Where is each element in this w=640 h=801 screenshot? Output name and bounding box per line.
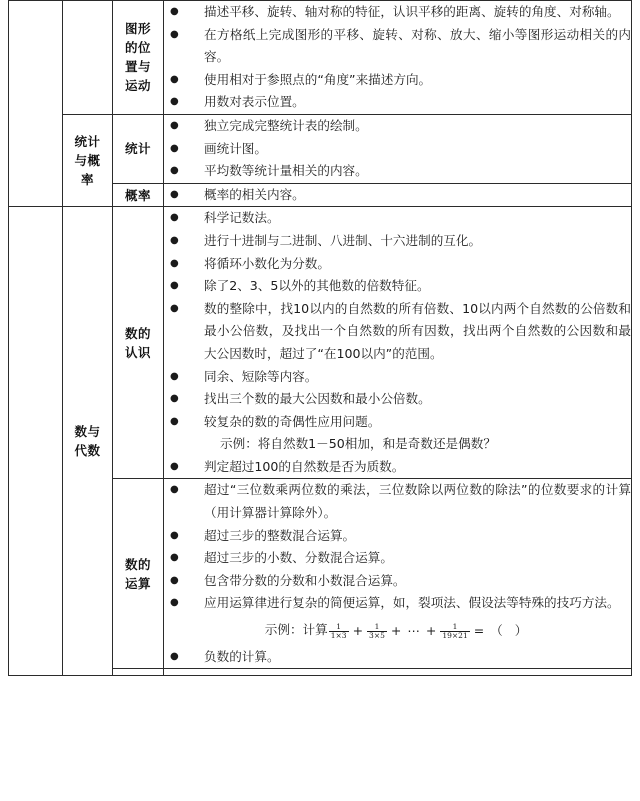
plus-operator: + <box>352 622 364 638</box>
topic-label-line: 置与 <box>124 59 151 75</box>
content-cell-number-operations <box>164 479 632 669</box>
plus-operator: + <box>425 622 437 638</box>
list-item: ● 使用相对于参照点的“角度”来描述方向。 <box>164 69 631 92</box>
list-item: ● 平均数等统计量相关的内容。 <box>164 160 631 183</box>
strand-cell-geometry <box>63 1 113 115</box>
equals-operator: = <box>473 622 485 638</box>
list-item: ● 负数的计算。 <box>164 646 631 669</box>
list-item: ● 较复杂的数的奇偶性应用问题。 <box>164 411 631 434</box>
list-item: ● 超过“三位数乘两位数的乘法，三位数除以两位数的除法”的位数要求的计算（用计算器计算除外）。 <box>164 479 631 524</box>
list-item: ● 应用运算律进行复杂的简便运算，如，裂项法、假设法等特殊的技巧方法。 <box>164 592 631 615</box>
domain-cell-number-algebra <box>9 207 63 676</box>
list-item: ● 超过三步的小数、分数混合运算。 <box>164 547 631 570</box>
topic-cell-continuation <box>113 669 164 676</box>
domain-cell-geometry <box>9 1 63 207</box>
list-item: ● 除了2、3、5以外的其他数的倍数特征。 <box>164 275 631 298</box>
topic-cell-statistics <box>113 114 164 183</box>
strand-cell-number-algebra <box>63 207 113 676</box>
list-item: ● 在方格纸上完成图形的平移、旋转、对称、放大、缩小等图形运动相关的内容。 <box>164 24 631 69</box>
topic-label-line: 概率 <box>124 187 151 203</box>
strand-label-line: 统计 <box>74 134 101 150</box>
table-row <box>9 207 632 479</box>
bullet-list <box>164 1 631 114</box>
list-item: ● 画统计图。 <box>164 138 631 161</box>
list-item: ● 概率的相关内容。 <box>164 184 631 207</box>
ellipsis: ⋯ <box>407 622 420 638</box>
fraction-term-1 <box>329 623 349 640</box>
curriculum-table <box>8 0 632 676</box>
topic-label-line: 统计 <box>124 141 151 157</box>
bullet-list <box>164 184 631 207</box>
answer-open-paren: （ <box>490 622 503 638</box>
table-row <box>9 114 632 183</box>
answer-close-paren: ） <box>514 622 528 638</box>
topic-cell-figure-position-motion <box>113 1 164 115</box>
topic-label-line: 数的 <box>124 325 151 341</box>
bullet-list <box>164 479 631 668</box>
list-item: ● 找出三个数的最大公因数和最小公倍数。 <box>164 388 631 411</box>
content-cell-probability <box>164 183 632 207</box>
fraction-term-3 <box>440 623 469 640</box>
math-expression <box>265 615 530 646</box>
topic-cell-number-operations <box>113 479 164 669</box>
strand-label-line: 率 <box>80 172 94 188</box>
strand-label-line: 与概 <box>74 153 101 169</box>
list-item: ● 判定超过100的自然数是否为质数。 <box>164 456 631 479</box>
strand-cell-statistics-probability <box>63 114 113 206</box>
fraction-term-2 <box>367 623 387 640</box>
formula-prefix: 示例：计算 <box>264 622 328 638</box>
content-cell-continuation <box>164 669 632 676</box>
table-row <box>9 1 632 115</box>
topic-cell-number-recognition <box>113 207 164 479</box>
strand-label-line: 代数 <box>74 443 101 459</box>
bullet-list <box>164 115 631 183</box>
list-item: ● 用数对表示位置。 <box>164 91 631 114</box>
topic-label-line: 图形 <box>124 21 151 37</box>
list-item: ● 进行十进制与二进制、八进制、十六进制的互化。 <box>164 230 631 253</box>
bullet-list <box>164 207 631 478</box>
fraction-numerator: 1 <box>367 623 387 632</box>
list-item: ● 描述平移、旋转、轴对称的特征，认识平移的距离、旋转的角度、对称轴。 <box>164 1 631 24</box>
topic-label-line: 运动 <box>124 78 151 94</box>
topic-label-line: 运算 <box>124 575 151 591</box>
topic-label-line: 的位 <box>124 40 151 56</box>
list-item: ● 超过三步的整数混合运算。 <box>164 525 631 548</box>
fraction-denominator: 1×3 <box>330 631 347 641</box>
content-cell-figure-position-motion <box>164 1 632 115</box>
list-item: ● 将循环小数化为分数。 <box>164 253 631 276</box>
topic-cell-probability <box>113 183 164 207</box>
list-item: ● 包含带分数的分数和小数混合运算。 <box>164 570 631 593</box>
content-cell-number-recognition <box>164 207 632 479</box>
plus-operator: + <box>390 622 402 638</box>
fraction-denominator: 19×21 <box>442 631 468 641</box>
list-item: ● 同余、短除等内容。 <box>164 366 631 389</box>
list-item: ● 数的整除中，找10以内的自然数的所有倍数、10以内两个自然数的公倍数和最小公倍数，及找出一个自然数的所有因数，找出两个自然数的公因数和最大公因数时，超过了“在100以内”的范围。 <box>164 298 631 366</box>
list-item: ● 独立完成完整统计表的绘制。 <box>164 115 631 138</box>
example-formula-item <box>164 615 631 646</box>
strand-label-line: 数与 <box>74 424 101 440</box>
fraction-numerator: 1 <box>329 623 349 632</box>
topic-label-line: 认识 <box>124 344 151 360</box>
content-cell-statistics <box>164 114 632 183</box>
example-item: 示例：将自然数1－50相加，和是奇数还是偶数？ <box>220 436 496 452</box>
fraction-numerator: 1 <box>440 623 469 632</box>
fraction-denominator: 3×5 <box>369 631 385 641</box>
list-item: ● 科学记数法。 <box>164 207 631 230</box>
topic-label-line: 数的 <box>124 556 151 572</box>
